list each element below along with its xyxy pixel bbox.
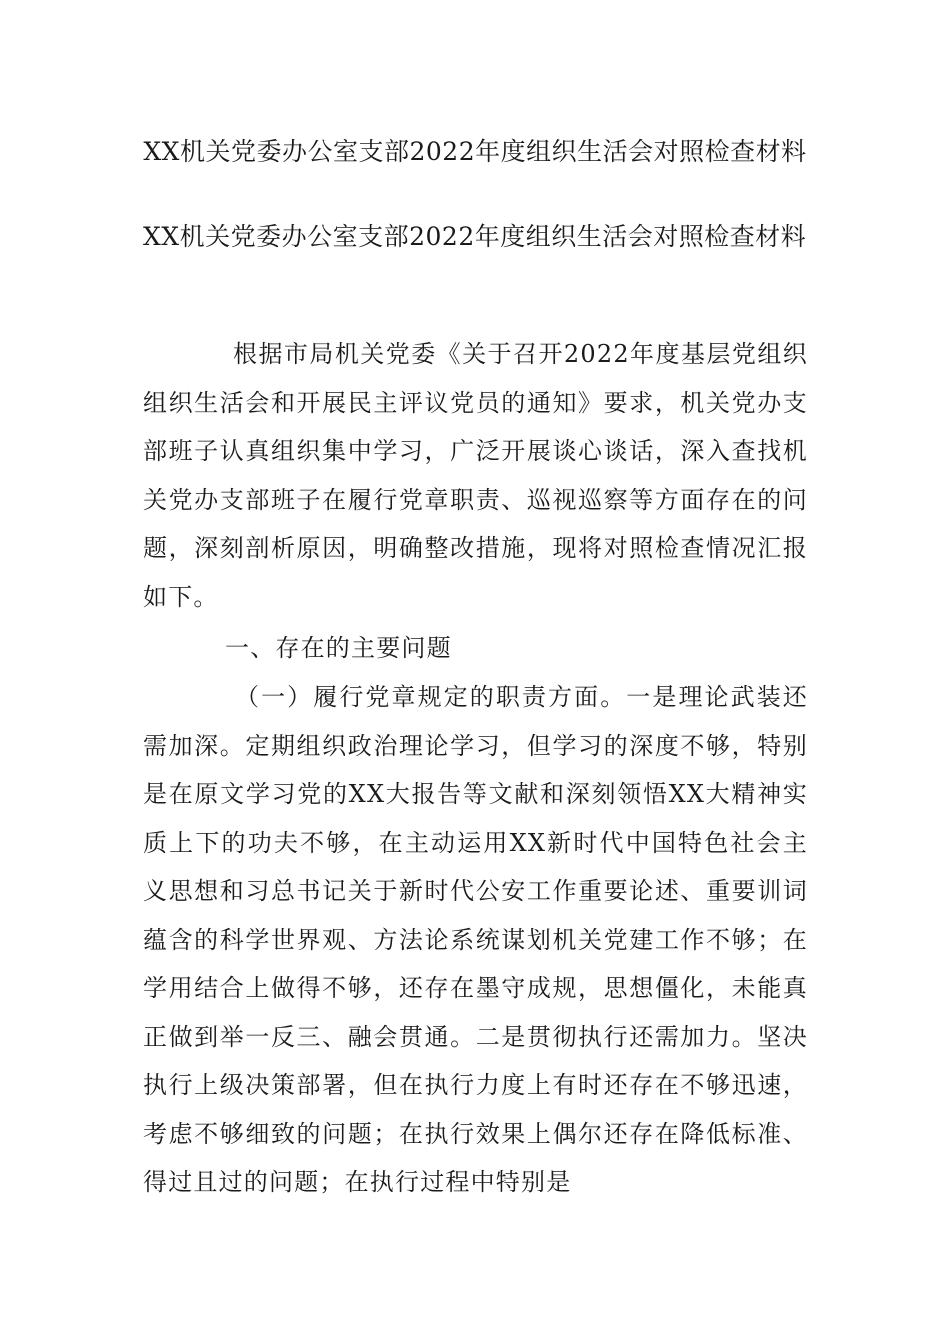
intro-paragraph: 根据市局机关党委《关于召开2022年度基层党组织组织生活会和开展民主评议党员的通知》要求，机关党办支部班子认真组织集中学习，广泛开展谈心谈话，深入查找机关党办支部班子在履行党章职责、巡视巡察等方面存在的问题，深刻剖析原因，明确整改措施，现将对照检查情况汇报如下。 xyxy=(143,340,808,611)
section-heading-main-problems: 一、存在的主要问题 xyxy=(225,634,452,662)
document-title-centered: XX机关党委办公室支部2022年度组织生活会对照检查材料 xyxy=(143,137,807,166)
section-one-paragraph: （一）履行党章规定的职责方面。一是理论武装还需加深。定期组织政治理论学习，但学习的深度不够，特别是在原文学习党的XX大报告等文献和深刻领悟XX大精神实质上下的功夫不够，在主动运用XX新时代中国特色社会主义思想和习总书记关于新时代公安工作重要论述、重要训词蕴含的科学世界观、方法论系统谋划机关党建工作不够；在学用结合上做得不够，还存在墨守成规，思想僵化，未能真正做到举一反三、融会贯通。二是贯彻执行还需加力。坚决执行上级决策部署，但在执行力度上有时还存在不够迅速，考虑不够细致的问题；在执行效果上偶尔还存在降低标准、得过且过的问题；在执行过程中特别是 xyxy=(143,683,808,1196)
document-title-repeated: XX机关党委办公室支部2022年度组织生活会对照检查材料 xyxy=(143,222,807,251)
